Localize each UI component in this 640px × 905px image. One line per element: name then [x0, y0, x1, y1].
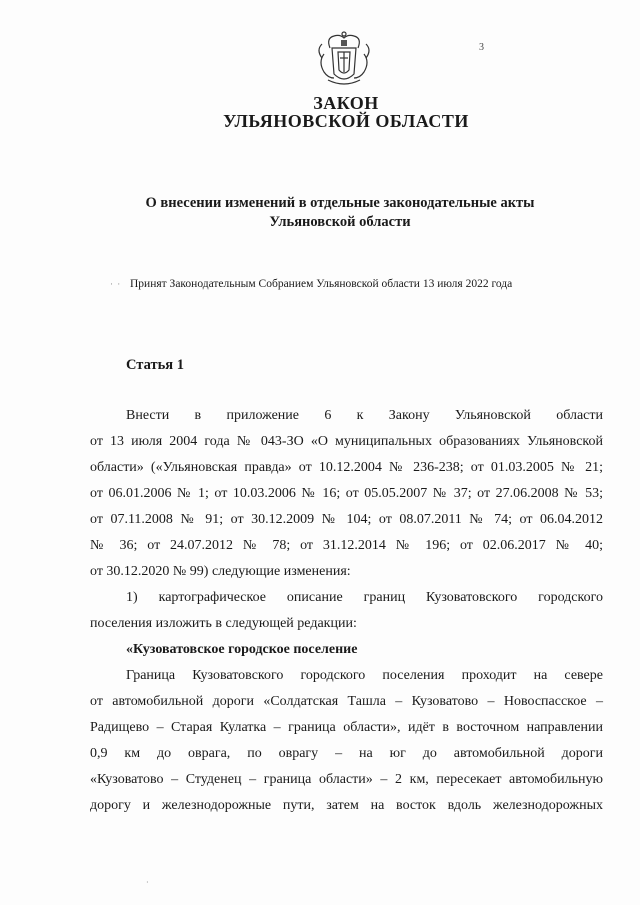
document-type-title: ЗАКОН [313, 93, 379, 113]
issuer-title: УЛЬЯНОВСКОЙ ОБЛАСТИ [223, 111, 469, 131]
adoption-statement: Принят Законодательным Собранием Ульяновской области 13 июля 2022 года [130, 278, 513, 290]
boundary-description-line: от автомобильной дороги «Солдатская Ташла – Кузоватово – Новоспасское – [90, 694, 603, 709]
body-line: от 07.11.2008 № 91; от 30.12.2009 № 104; от 08.07.2011 № 74; от 06.04.2012 [90, 512, 603, 527]
body-line: от 06.01.2006 № 1; от 10.03.2006 № 16; от 05.05.2007 № 37; от 27.06.2008 № 53; [90, 486, 603, 501]
boundary-description-line: дорогу и железнодорожные пути, затем на восток вдоль железнодорожных [90, 798, 603, 813]
amendment-item-line: поселения изложить в следующей редакции: [90, 616, 357, 631]
adoption-margin-marks: · · [110, 279, 122, 289]
amendment-item-line: 1) картографическое описание границ Кузоватовского городского [126, 590, 603, 605]
settlement-heading: «Кузоватовское городское поселение [126, 642, 358, 657]
body-line: № 36; от 24.07.2012 № 78; от 31.12.2014 № 196; от 02.06.2017 № 40; [90, 538, 603, 553]
boundary-description-line: «Кузоватово – Студенец – граница области» – 2 км, пересекает автомобильную [90, 772, 603, 787]
boundary-description-line: 0,9 км до оврага, по оврагу – на юг до автомобильной дороги [90, 746, 603, 761]
boundary-description-line: Граница Кузоватовского городского поселения проходит на севере [126, 668, 603, 683]
body-line: от 30.12.2020 № 99) следующие изменения: [90, 564, 351, 579]
page-number-mark: 3 [479, 42, 484, 53]
article-heading: Статья 1 [126, 357, 184, 373]
scan-mark: · [146, 878, 149, 887]
law-subject-line-1: О внесении изменений в отдельные законодательные акты [145, 195, 535, 211]
coat-of-arms-emblem [312, 28, 376, 92]
body-line: от 13 июля 2004 года № 043-ЗО «О муниципальных образованиях Ульяновской [90, 434, 603, 449]
law-subject-line-2: Ульяновской области [269, 214, 411, 230]
boundary-description-line: Радищево – Старая Кулатка – граница области», идёт в восточном направлении [90, 720, 603, 735]
body-line: Внести в приложение 6 к Закону Ульяновской области [126, 408, 603, 423]
body-line: области» («Ульяновская правда» от 10.12.2004 № 236-238; от 01.03.2005 № 21; [90, 460, 603, 475]
